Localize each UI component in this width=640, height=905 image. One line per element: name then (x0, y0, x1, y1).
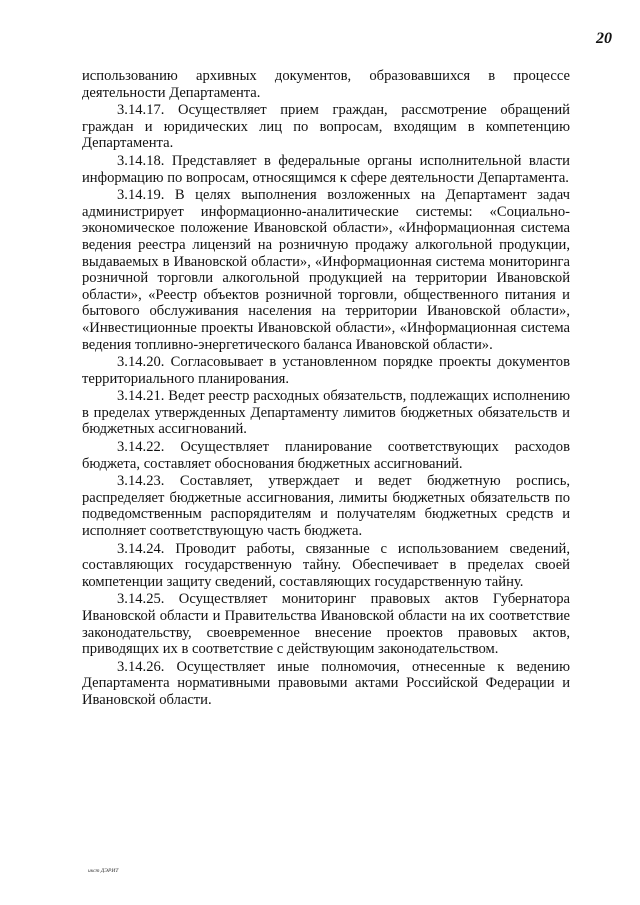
paragraph-continuation: использованию архивных документов, образовавшихся в процессе деятельности Департамента. (82, 68, 570, 101)
page-number: 20 (596, 30, 612, 47)
paragraph-3-14-20: 3.14.20. Согласовывает в установленном порядке проекты документов территориального планирования. (82, 354, 570, 387)
paragraph-3-14-19: 3.14.19. В целях выполнения возложенных на Департамент задач администрирует информационно-аналитические системы: «Социально-экономическое положение Ивановской области», «Информационная система ведения реестра лицензий на розничную продажу алкогольной продукции, выдаваемых в Ивановской области», «Информационная система мониторинга розничной торговли алкогольной продукцией на территории Ивановской области», «Реестр объектов розничной торговли, общественного питания и бытового обслуживания населения на территории Ивановской области», «Инвестиционные проекты Ивановской области», «Информационная система ведения топливно-энергетического баланса Ивановской области». (82, 187, 570, 353)
paragraph-3-14-17: 3.14.17. Осуществляет прием граждан, рассмотрение обращений граждан и юридических лиц по вопросам, входящим в компетенцию Департамента. (82, 102, 570, 152)
document-body (82, 68, 570, 710)
paragraph-3-14-21: 3.14.21. Ведет реестр расходных обязательств, подлежащих исполнению в пределах утвержденных Департаменту лимитов бюджетных обязательств и бюджетных ассигнований. (82, 388, 570, 438)
paragraph-3-14-23: 3.14.23. Составляет, утверждает и ведет бюджетную роспись, распределяет бюджетные ассигнования, лимиты бюджетных обязательств по подведомственным распорядителям и получателям бюджетных средств и исполняет соответствующую часть бюджета. (82, 473, 570, 540)
paragraph-3-14-26: 3.14.26. Осуществляет иные полномочия, отнесенные к ведению Департамента нормативными правовыми актами Российской Федерации и Ивановской области. (82, 658, 570, 708)
paragraph-3-14-25: 3.14.25. Осуществляет мониторинг правовых актов Губернатора Ивановской области и Правительства Ивановской области на их соответствие законодательству, своевременное внесение проектов правовых актов, приводящих их в соответствие с действующим законодательством. (82, 591, 570, 658)
paragraph-3-14-22: 3.14.22. Осуществляет планирование соответствующих расходов бюджета, составляет обоснования бюджетных ассигнований. (82, 439, 570, 472)
paragraph-3-14-24: 3.14.24. Проводит работы, связанные с использованием сведений, составляющих государственную тайну. Обеспечивает в пределах своей компетенции защиту сведений, составляющих государственную тайну. (82, 540, 570, 590)
paragraph-3-14-18: 3.14.18. Представляет в федеральные органы исполнительной власти информацию по вопросам, относящимся к сфере деятельности Департамента. (82, 152, 570, 186)
footer-mark: икст ДЭРИТ (88, 868, 119, 874)
